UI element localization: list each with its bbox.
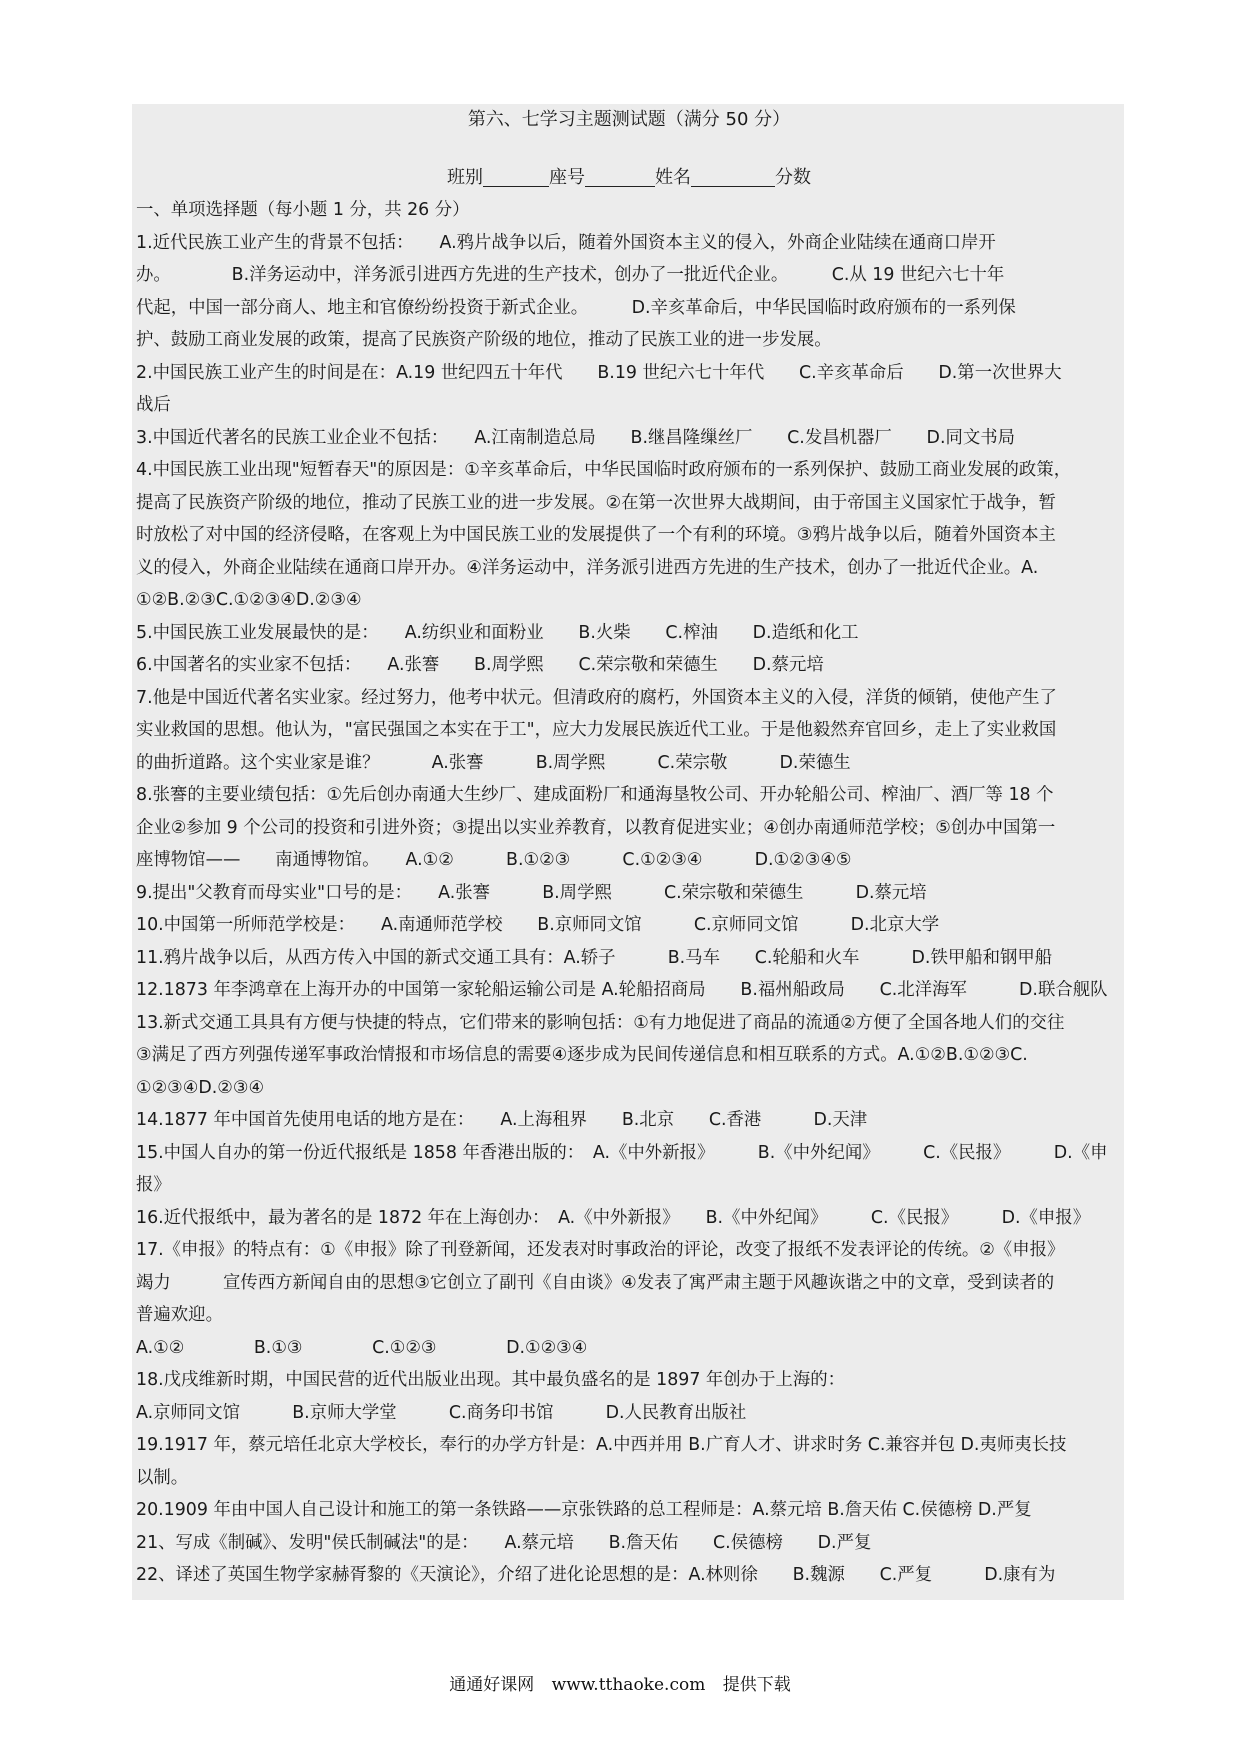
text-line: 15.中国人自办的第一份近代报纸是 1858 年香港出版的： A.《中外新报》 B.《中外纪闻》 C.《民报》 D.《申: [136, 1142, 1108, 1163]
text-line: 4.中国民族工业出现"短暂春天"的原因是：①辛亥革命后，中华民国临时政府颁布的一系列保护、鼓励工商业发展的政策，: [136, 460, 1072, 480]
text-line: 竭力 宣传西方新闻自由的思想③它创立了副刊《自由谈》④发表了寓严肃主题于风趣诙谐之中的文章，受到读者的: [136, 1272, 1055, 1293]
text-line: 14.1877 年中国首先使用电话的地方是在： A.上海租界 B.北京 C.香港 D.天津: [136, 1110, 868, 1130]
text-line: 实业救国的思想。他认为，"富民强国之本实在于工"，应大力发展民族近代工业。于是他毅然弃官回乡，走上了实业救国: [136, 720, 1057, 740]
text-line: 7.他是中国近代著名实业家。经过努力，他考中状元。但清政府的腐朽，外国资本主义的入侵，洋货的倾销，使他产生了: [136, 687, 1057, 708]
text-line: A.①② B.①③ C.①②③ D.①②③④: [136, 1337, 588, 1358]
student-info-row: [136, 162, 1122, 194]
seat-blank: [585, 166, 655, 187]
text-line: 12.1873 年李鸿章在上海开办的中国第一家轮船运输公司是 A.轮船招商局 B.福州船政局 C.北洋海军 D.联合舰队: [136, 980, 1108, 1000]
footer: [0, 1670, 1240, 1695]
text-line: 护、鼓励工商业发展的政策，提高了民族资产阶级的地位，推动了民族工业的进一步发展。: [136, 330, 832, 350]
exam-content: [136, 104, 1122, 1592]
text-line: 6.中国著名的实业家不包括： A.张謇 B.周学熙 C.荣宗敬和荣德生 D.蔡元培: [136, 655, 824, 675]
text-line: 13.新式交通工具具有方便与快捷的特点，它们带来的影响包括：①有力地促进了商品的流通②方便了全国各地人们的交往: [136, 1012, 1065, 1033]
text-line: 提高了民族资产阶级的地位，推动了民族工业的进一步发展。②在第一次世界大战期间，由于帝国主义国家忙于战争，暂: [136, 492, 1056, 513]
text-line: ③满足了西方列强传递军事政治情报和市场信息的需要④逐步成为民间传递信息和相互联系的方式。A.①②B.①②③C.: [136, 1045, 1028, 1065]
text-line: 义的侵入，外商企业陆续在通商口岸开办。④洋务运动中，洋务派引进西方先进的生产技术，创办了一批近代企业。A.: [136, 557, 1039, 578]
text-line: 普遍欢迎。: [136, 1305, 223, 1325]
question-lines: [136, 227, 1122, 1592]
class-blank: [483, 166, 549, 187]
text-line: A.京师同文馆 B.京师大学堂 C.商务印书馆 D.人民教育出版社: [136, 1402, 747, 1423]
text-line: 22、译述了英国生物学家赫胥黎的《天演论》，介绍了进化论思想的是：A.林则徐 B.魏源 C.严复 D.康有为: [136, 1565, 1056, 1585]
text-line: 报》: [136, 1175, 171, 1195]
exam-title: 第六、七学习主题测试题（满分 50 分）: [467, 109, 791, 130]
text-line: 8.张謇的主要业绩包括：①先后创办南通大生纱厂、建成面粉厂和通海垦牧公司、开办轮船公司、榨油厂、酒厂等 18 个: [136, 785, 1054, 805]
text-line: 1.近代民族工业产生的背景不包括： A.鸦片战争以后，随着外国资本主义的侵入，外商企业陆续在通商口岸开: [136, 232, 996, 253]
text-line: 的曲折道路。这个实业家是谁？ A.张謇 B.周学熙 C.荣宗敬 D.荣德生: [136, 752, 851, 773]
text-line: 9.提出"父教育而母实业"口号的是： A.张謇 B.周学熙 C.荣宗敬和荣德生 D.蔡元培: [136, 882, 927, 903]
footer-url: www.tthaoke.com: [551, 1675, 706, 1695]
footer-note: 提供下载: [722, 1675, 791, 1695]
text-line: 17.《申报》的特点有：①《申报》除了刊登新闻，还发表对时事政治的评论，改变了报纸不发表评论的传统。②《申报》: [136, 1240, 1065, 1260]
text-line: 3.中国近代著名的民族工业企业不包括： A.江南制造总局 B.继昌隆缫丝厂 C.发昌机器厂 D.同文书局: [136, 427, 1016, 448]
text-line: 20.1909 年由中国人自己设计和施工的第一条铁路——京张铁路的总工程师是：A.蔡元培 B.詹天佑 C.侯德榜 D.严复: [136, 1500, 1032, 1520]
text-line: 18.戊戌维新时期，中国民营的近代出版业出现。其中最负盛名的是 1897 年创办于上海的：: [136, 1370, 846, 1390]
text-line: 企业②参加 9 个公司的投资和引进外资；③提出以实业养教育，以教育促进实业；④创办南通师范学校；⑤创办中国第一: [136, 817, 1056, 838]
text-line: 以制。: [136, 1467, 189, 1488]
score-label: 分数: [775, 167, 811, 188]
text-line: 16.近代报纸中，最为著名的是 1872 年在上海创办： A.《中外新报》 B.《中外纪闻》 C.《民报》 D.《申报》: [136, 1207, 1091, 1228]
text-line: 21、写成《制碱》、发明"侯氏制碱法"的是： A.蔡元培 B.詹天佑 C.侯德榜 D.严复: [136, 1532, 872, 1553]
section-title: 一、单项选择题（每小题 1 分，共 26 分）: [136, 200, 470, 220]
seat-label: 座号: [549, 167, 585, 188]
text-line: ①②B.②③C.①②③④D.②③④: [136, 590, 362, 610]
name-label: 姓名: [655, 167, 691, 188]
text-line: 时放松了对中国的经济侵略，在客观上为中国民族工业的发展提供了一个有利的环境。③鸦片战争以后，随着外国资本主: [136, 525, 1056, 545]
text-line: 座博物馆—— 南通博物馆。 A.①② B.①②③ C.①②③④ D.①②③④⑤: [136, 850, 852, 870]
name-blank: [691, 166, 775, 187]
text-line: 代起，中国一部分商人、地主和官僚纷纷投资于新式企业。 D.辛亥革命后，中华民国临时政府颁布的一系列保: [136, 297, 1016, 318]
class-label: 班别: [447, 167, 483, 188]
text-line: 11.鸦片战争以后，从西方传入中国的新式交通工具有：A.轿子 B.马车 C.轮船和火车 D.铁甲船和钢甲船: [136, 947, 1053, 968]
text-line: 2.中国民族工业产生的时间是在：A.19 世纪四五十年代 B.19 世纪六七十年代 C.辛亥革命后 D.第一次世界大: [136, 362, 1062, 383]
text-line: 19.1917 年，蔡元培任北京大学校长，奉行的办学方针是：A.中西并用 B.广育人才、讲求时务 C.兼容并包 D.夷师夷长技: [136, 1435, 1067, 1455]
footer-site-name: 通通好课网: [449, 1675, 535, 1695]
text-line: 战后: [136, 395, 171, 415]
text-line: 办。 B.洋务运动中，洋务派引进西方先进的生产技术，创办了一批近代企业。 C.从 19 世纪六七十年: [136, 265, 1005, 285]
text-line: 5.中国民族工业发展最快的是： A.纺织业和面粉业 B.火柴 C.榨油 D.造纸和化工: [136, 622, 859, 643]
text-line: 10.中国第一所师范学校是： A.南通师范学校 B.京师同文馆 C.京师同文馆 D.北京大学: [136, 915, 940, 935]
text-line: ①②③④D.②③④: [136, 1077, 265, 1098]
